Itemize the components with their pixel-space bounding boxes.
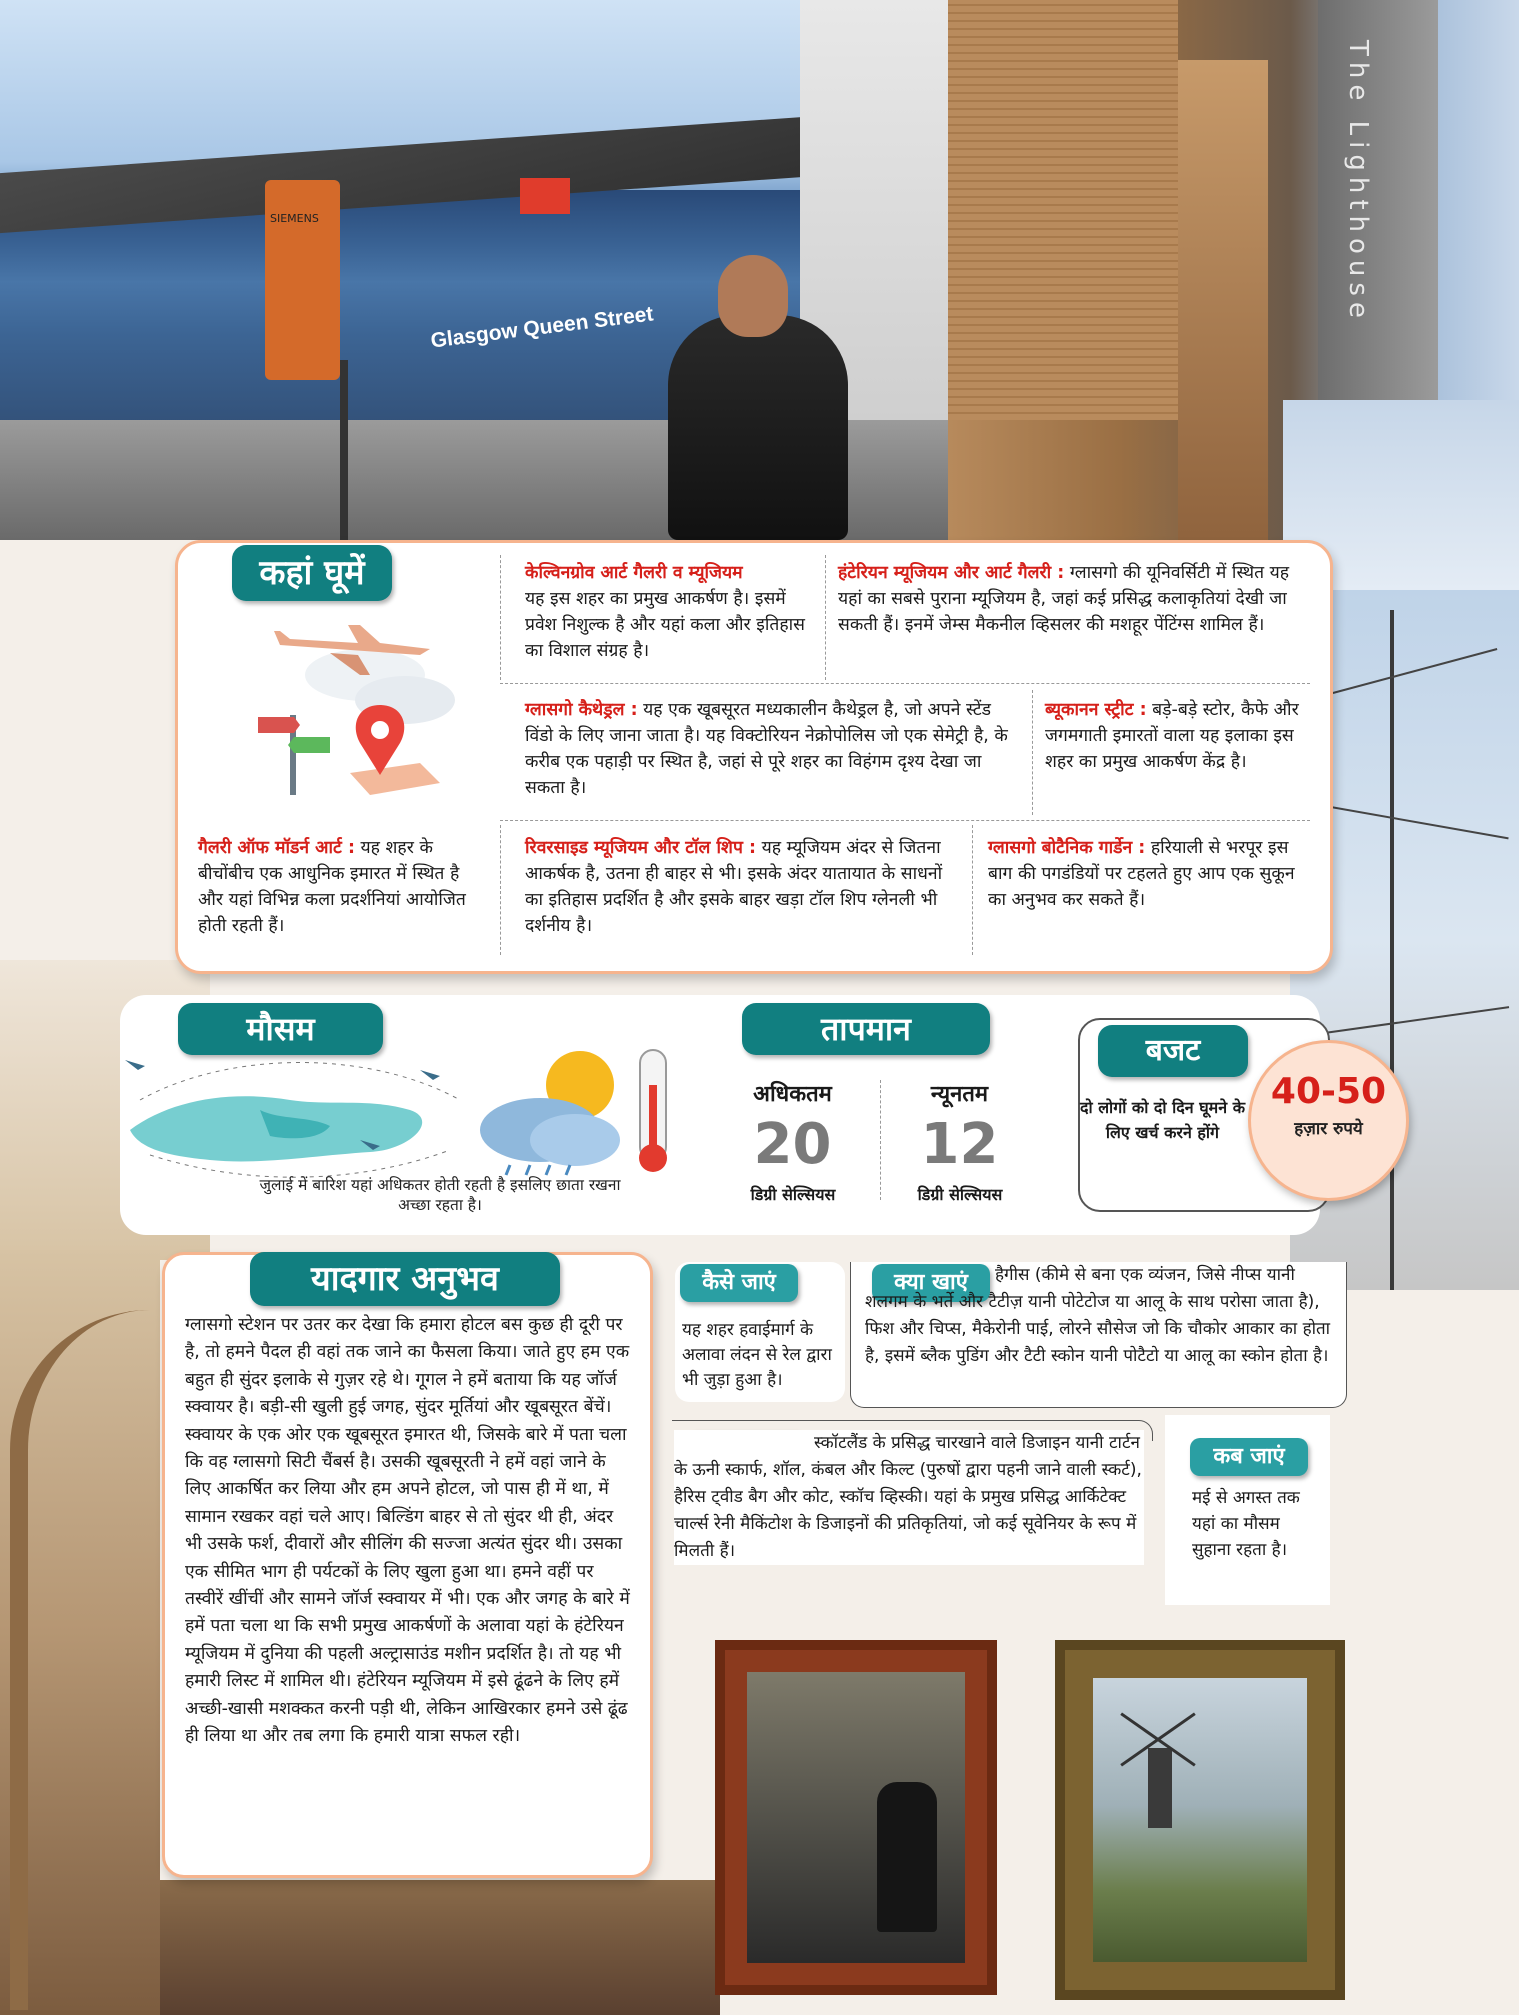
painting-canvas — [1093, 1678, 1307, 1962]
weather-illustration — [110, 1040, 690, 1185]
arch — [10, 1310, 168, 2010]
what-to-eat-text: हैगीस (कीमे से बना एक व्यंजन, जिसे नीप्स यानी शलगम के भर्ते और टैटीज़ यानी पोटेटोज या आलू के साथ परोसा जाता है), फिश और चिप्स, मैकेरोनी पाई, लोरने सौसेज जो कि चौकोर आकार का होता है, इसमें ब्लैक पुडिंग और टैटी स्कोन यानी पोटैटो या आलू का स्कोन होता है। — [865, 1265, 1331, 1366]
min-value: 12 — [920, 1112, 999, 1177]
painting-whistler — [715, 1640, 997, 1995]
globe-icon — [130, 1096, 422, 1161]
mast — [1390, 610, 1394, 1290]
station-sign: Glasgow Queen Street — [429, 302, 655, 353]
attraction-riverside — [525, 835, 965, 939]
attraction-kelvingrove — [525, 560, 815, 664]
windmill-tower — [1148, 1748, 1172, 1828]
interior-floor — [160, 1880, 720, 2015]
pole — [340, 360, 348, 540]
attraction-botanic — [988, 835, 1313, 913]
min-label: न्यूनतम — [930, 1082, 989, 1107]
attraction-title: ब्यूकानन स्ट्रीट : — [1045, 700, 1147, 720]
plane-small-icon — [420, 1070, 440, 1080]
when-to-go-text: मई से अगस्त तक यहां का मौसम सुहाना रहता है। — [1192, 1488, 1300, 1560]
attraction-title: केल्विनग्रोव आर्ट गैलरी व म्यूजियम — [525, 563, 743, 583]
divider — [500, 555, 501, 680]
divider — [972, 825, 973, 955]
weather-tag: मौसम — [178, 1003, 383, 1055]
min-unit: डिग्री सेल्सियस — [917, 1185, 1003, 1204]
attraction-text: यह एक खूबसूरत मध्यकालीन कैथेड्रल है, जो अपने स्टेंड विंडो के लिए जाना जाता है। यह विक्टोरियन नेक्रोपोलिस जो एक सेमेट्री है, के करीब एक पहाड़ी पर स्थित है, जहां से पूरे शहर का विहंगम दृश्य देखा जा सकता है। — [525, 700, 1008, 798]
thermometer-icon — [639, 1050, 667, 1172]
attraction-title: रिवरसाइड म्यूजियम और टॉल शिप : — [525, 838, 756, 858]
divider — [500, 683, 1310, 684]
rail-logo-icon — [520, 178, 570, 214]
siemens-label: SIEMENS — [270, 212, 319, 225]
street-photo — [948, 0, 1519, 590]
lighthouse-sign: The Lighthouse — [1343, 40, 1373, 324]
weather-note: जुलाई में बारिश यहां अधिकतर होती रहती है इसलिए छाता रखना अच्छा रहता है। — [259, 1176, 621, 1214]
attraction-title: ग्लासगो बोटैनिक गार्डेन : — [988, 838, 1146, 858]
max-value: 20 — [753, 1112, 832, 1177]
divider — [825, 555, 826, 680]
painting-windmill — [1055, 1640, 1345, 2000]
travel-illustration — [250, 605, 460, 805]
what-to-eat-tag: क्या खाएं — [872, 1264, 990, 1302]
attraction-title: ग्लासगो कैथेड्रल : — [525, 700, 638, 720]
person-face — [718, 255, 788, 337]
max-label: अधिकतम — [753, 1082, 832, 1107]
building-edge — [1178, 60, 1268, 580]
attraction-modern-art — [198, 835, 488, 939]
attraction-text: यह इस शहर का प्रमुख आकर्षण है। इसमें प्रवेश निशुल्क है और यहां कला और इतिहास का विशाल संग्रह है। — [525, 589, 805, 661]
when-to-go-tag: कब जाएं — [1190, 1438, 1308, 1476]
attractions-tag: कहां घूमें — [232, 545, 392, 601]
attraction-text: बड़े-बड़े स्टोर, कैफे और जगमगाती इमारतों वाला यह इलाका इस शहर का प्रमुख आकर्षण केंद्र है। — [1045, 700, 1299, 772]
signpost-icon — [258, 715, 330, 795]
attraction-text: ग्लासगो की यूनिवर्सिटी में स्थित यह यहां का सबसे पुराना म्यूजियम है, जहां कई प्रसिद्ध कलाकृतियां देखी जा सकती हैं। इनमें जेम्स मैकनील व्हिसलर की मशहूर पेंटिंग्स शामिल हैं। — [838, 563, 1290, 635]
rigging — [1333, 648, 1498, 694]
attraction-text: यह म्यूजियम अंदर से जितना आकर्षक है, उतना ही बाहर से भी। इसके अंदर यातायात के साधनों का इतिहास प्रदर्शित है और इसके बाहर खड़ा टॉल शिप ग्लेनली भी दर्शनीय है। — [525, 838, 943, 936]
sun-cloud-icon — [480, 1051, 620, 1175]
attraction-title: गैलरी ऑफ मॉडर्न आर्ट : — [198, 838, 355, 858]
attraction-hunterian — [838, 560, 1313, 638]
how-to-go-tag: कैसे जाएं — [680, 1264, 798, 1302]
brick-wall — [948, 0, 1178, 420]
memory-text: ग्लासगो स्टेशन पर उतर कर देखा कि हमारा होटल बस कुछ ही दूरी पर है, तो हमने पैदल ही वहां तक जाने का फैसला किया। जाते हुए हम एक बहुत ही सुंदर इलाके से गुज़र रहे थे। गूगल ने हमें बताया कि यह जॉर्ज स्क्वायर है। बड़ी-सी खुली हुई जगह, सुंदर मूर्तियां और खूबसूरत बेंचें। स्क्वायर के एक ओर एक खूबसूरत इमारत थी, जिसके बारे में पता चला कि वह ग्लासगो सिटी चैंबर्स है। उसकी खूबसूरती ने हमें वहां जाने के लिए आकर्षित कर लिया और हम अपने होटल, जो पास ही में था, में सामान रखकर वहां चले आए। बिल्डिंग बाहर से तो सुंदर थी ही, अंदर भी उसके फर्श, दीवारों और सीलिंग की सज्जा अत्यंत सुंदर थी। उसका एक सीमित भाग ही पर्यटकों के लिए खुला हुआ था। हमने वहीं पर तस्वीरें खींचीं और सामने जॉर्ज स्क्वायर में भी। एक और जगह के बारे में हमें पता चला था कि सभी प्रमुख आकर्षणों के अलावा यहां के हंटेरियन म्यूजियम में दुनिया की पहली अल्ट्रासाउंड मशीन प्रदर्शित है। तो यह भी हमारी लिस्ट में शामिल थी। हंटेरियन म्यूजियम में इसे ढूंढने के लिए हमें अच्छी-खासी मशक्कत करनी पड़ी थी, लेकिन आखिरकार हमने उसे ढूंढ ही लिया था और तब लगा कि हमारी यात्रा सफल रही। — [185, 1315, 630, 1747]
temperature-tag: तापमान — [742, 1003, 990, 1055]
attraction-text: हरियाली से भरपूर इस बाग की पगडंडियों पर टहलते हुए आप एक सुकून का अनुभव कर सकते हैं। — [988, 838, 1295, 910]
station-photo — [0, 0, 948, 540]
budget-text: दो लोगों को दो दिन घूमने के लिए खर्च करने होंगे — [1080, 1098, 1245, 1142]
rigging-2 — [1311, 803, 1508, 840]
budget-tag: बजट — [1098, 1025, 1248, 1077]
attraction-text: यह शहर के बीचोंबीच एक आधुनिक इमारत में स्थित है और यहां विभिन्न कला प्रदर्शनियां आयोजित होती रहती हैं। — [198, 838, 466, 936]
plane-small-icon — [125, 1060, 145, 1070]
divider — [500, 825, 501, 955]
person-jacket — [668, 315, 848, 540]
orange-wrap — [265, 180, 340, 380]
max-unit: डिग्री सेल्सियस — [750, 1185, 836, 1204]
attraction-title: हंटेरियन म्यूजियम और आर्ट गैलरी : — [838, 563, 1065, 583]
divider — [880, 1080, 881, 1200]
rigging-3 — [1311, 1006, 1509, 1036]
how-to-go-text: यह शहर हवाईमार्ग के अलावा लंदन से रेल द्वारा भी जुड़ा हुआ है। — [682, 1320, 832, 1390]
interior-photo — [0, 1250, 160, 2015]
budget-amount: 40-50 — [1270, 1071, 1387, 1112]
attraction-cathedral — [525, 697, 1020, 801]
divider — [1032, 690, 1033, 815]
what-to-buy-text: स्कॉटलैंड के प्रसिद्ध चारखाने वाले डिजाइन यानी टार्टन के ऊनी स्कार्फ, शॉल, कंबल और किल्ट (पुरुषों द्वारा पहनी जाने वाली स्कर्ट), हैरिस ट्वीड बैग और कोट, स्कॉच व्हिस्की। यहां के प्रमुख प्रसिद्ध आर्किटेक्ट चार्ल्स रेनी मैकिंटोश के डिजाइनों की प्रतिकृतियां, जो कई सूवेनियर के रूप में मिलती हैं। — [674, 1430, 1144, 1565]
memory-tag: यादगार अनुभव — [250, 1252, 560, 1306]
budget-amount-circle — [1248, 1040, 1409, 1201]
attraction-buchanan — [1045, 697, 1320, 775]
divider — [500, 820, 1310, 821]
seated-figure — [877, 1782, 937, 1932]
painting-canvas — [747, 1672, 965, 1963]
budget-unit: हज़ार रुपये — [1294, 1119, 1363, 1139]
